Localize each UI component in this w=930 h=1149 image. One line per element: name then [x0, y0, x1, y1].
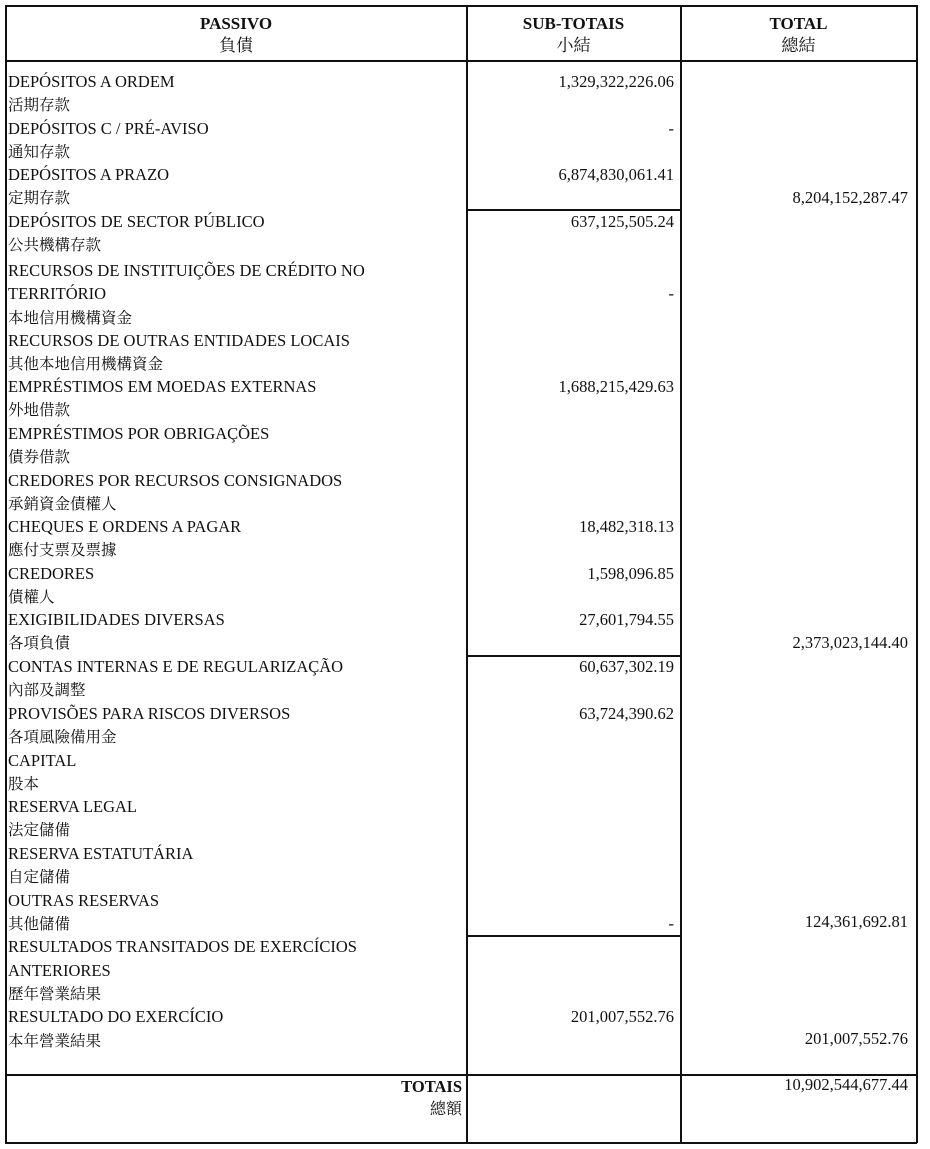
header-total-zh: 總結 — [781, 36, 816, 56]
row-label-zh: 承銷資金債權人 — [8, 495, 117, 513]
row-subtotal: 201,007,552.76 — [570, 1007, 674, 1026]
row-label-pt: CONTAS INTERNAS E DE REGULARIZAÇÃO — [8, 657, 344, 676]
row-subtotal: 6,874,830,061.41 — [558, 165, 674, 184]
totals-label-pt: TOTAIS — [401, 1077, 462, 1096]
header-subtotais-zh: 小結 — [556, 36, 591, 56]
col-divider-1 — [466, 5, 468, 1143]
row-label-zh: 其他儲備 — [8, 915, 71, 933]
row-label-zh: 內部及調整 — [8, 681, 86, 699]
row-subtotal: 1,329,322,226.06 — [558, 72, 674, 91]
header-total-pt: TOTAL — [769, 14, 828, 33]
row-label-pt-cont: TERRITÓRIO — [8, 284, 107, 303]
right-border — [916, 5, 918, 1143]
row-label-pt: RESERVA LEGAL — [8, 797, 138, 816]
row-subtotal: 60,637,302.19 — [579, 657, 674, 676]
row-label-zh: 應付支票及票據 — [8, 541, 117, 559]
row-subtotal: - — [668, 914, 674, 933]
header-passivo — [5, 13, 467, 57]
totals-label — [401, 1076, 462, 1120]
row-subtotal: 1,688,215,429.63 — [558, 377, 674, 396]
row-label-zh: 各項負債 — [8, 634, 71, 652]
subtotal-group-rule-3 — [466, 935, 681, 937]
row-total: 201,007,552.76 — [804, 1029, 908, 1048]
row-label-zh: 通知存款 — [8, 143, 71, 161]
header-passivo-pt: PASSIVO — [199, 14, 273, 33]
row-total: 8,204,152,287.47 — [792, 188, 908, 207]
row-label-pt-cont: ANTERIORES — [8, 961, 111, 980]
row-total: 124,361,692.81 — [804, 912, 908, 931]
row-label-pt: EMPRÉSTIMOS POR OBRIGAÇÕES — [8, 424, 270, 443]
row-label-pt: PROVISÕES PARA RISCOS DIVERSOS — [8, 704, 291, 723]
row-total: 2,373,023,144.40 — [792, 633, 908, 652]
row-label-pt: DEPÓSITOS A ORDEM — [8, 72, 175, 91]
row-label-zh: 外地借款 — [8, 401, 71, 419]
totals-value: 10,902,544,677.44 — [784, 1075, 908, 1094]
row-label-zh: 債權人 — [8, 588, 55, 606]
row-label-pt: CAPITAL — [8, 751, 77, 770]
row-label-pt: DEPÓSITOS DE SECTOR PÚBLICO — [8, 212, 265, 231]
row-label-zh: 歷年營業結果 — [8, 985, 102, 1003]
row-label-pt: RESULTADOS TRANSITADOS DE EXERCÍCIOS — [8, 937, 357, 956]
header-passivo-zh: 負債 — [219, 36, 253, 56]
row-label-pt: CREDORES POR RECURSOS CONSIGNADOS — [8, 471, 343, 490]
row-label-zh: 定期存款 — [8, 189, 71, 207]
row-label-pt: RECURSOS DE INSTITUIÇÕES DE CRÉDITO NO — [8, 261, 365, 280]
top-border — [5, 5, 917, 7]
row-label-zh: 股本 — [8, 775, 40, 793]
col-divider-2 — [680, 5, 682, 1143]
subtotal-group-rule-1 — [466, 209, 681, 211]
header-total — [680, 13, 917, 57]
row-label-zh: 各項風險備用金 — [8, 728, 117, 746]
bottom-border — [5, 1142, 917, 1144]
row-subtotal: 27,601,794.55 — [579, 610, 674, 629]
row-subtotal: 18,482,318.13 — [579, 517, 674, 536]
row-label-pt: EXIGIBILIDADES DIVERSAS — [8, 610, 225, 629]
totals-label-zh: 總額 — [429, 1099, 462, 1118]
row-label-pt: DEPÓSITOS A PRAZO — [8, 165, 170, 184]
row-subtotal: 637,125,505.24 — [570, 212, 674, 231]
row-label-zh: 本地信用機構資金 — [8, 309, 133, 327]
row-label-zh: 債券借款 — [8, 448, 71, 466]
row-label-zh: 法定儲備 — [8, 821, 71, 839]
row-label-zh: 活期存款 — [8, 96, 71, 114]
left-border — [5, 5, 7, 1143]
row-label-pt: RECURSOS DE OUTRAS ENTIDADES LOCAIS — [8, 331, 350, 350]
row-label-zh: 其他本地信用機構資金 — [8, 355, 164, 373]
row-label-pt: RESULTADO DO EXERCÍCIO — [8, 1007, 224, 1026]
row-subtotal: 63,724,390.62 — [579, 704, 674, 723]
row-label-pt: RESERVA ESTATUTÁRIA — [8, 844, 194, 863]
header-divider — [5, 60, 917, 62]
row-subtotal: - — [668, 284, 674, 303]
header-subtotais — [466, 13, 681, 57]
header-subtotais-pt: SUB-TOTAIS — [522, 14, 625, 33]
row-label-pt: EMPRÉSTIMOS EM MOEDAS EXTERNAS — [8, 377, 317, 396]
row-label-zh: 公共機構存款 — [8, 236, 102, 254]
row-subtotal: - — [668, 119, 674, 138]
row-label-pt: DEPÓSITOS C / PRÉ-AVISO — [8, 119, 209, 138]
row-subtotal: 1,598,096.85 — [587, 564, 674, 583]
row-label-pt: CHEQUES E ORDENS A PAGAR — [8, 517, 242, 536]
row-label-pt: CREDORES — [8, 564, 95, 583]
row-label-zh: 本年營業結果 — [8, 1032, 102, 1050]
row-label-zh: 自定儲備 — [8, 868, 71, 886]
row-label-pt: OUTRAS RESERVAS — [8, 891, 160, 910]
